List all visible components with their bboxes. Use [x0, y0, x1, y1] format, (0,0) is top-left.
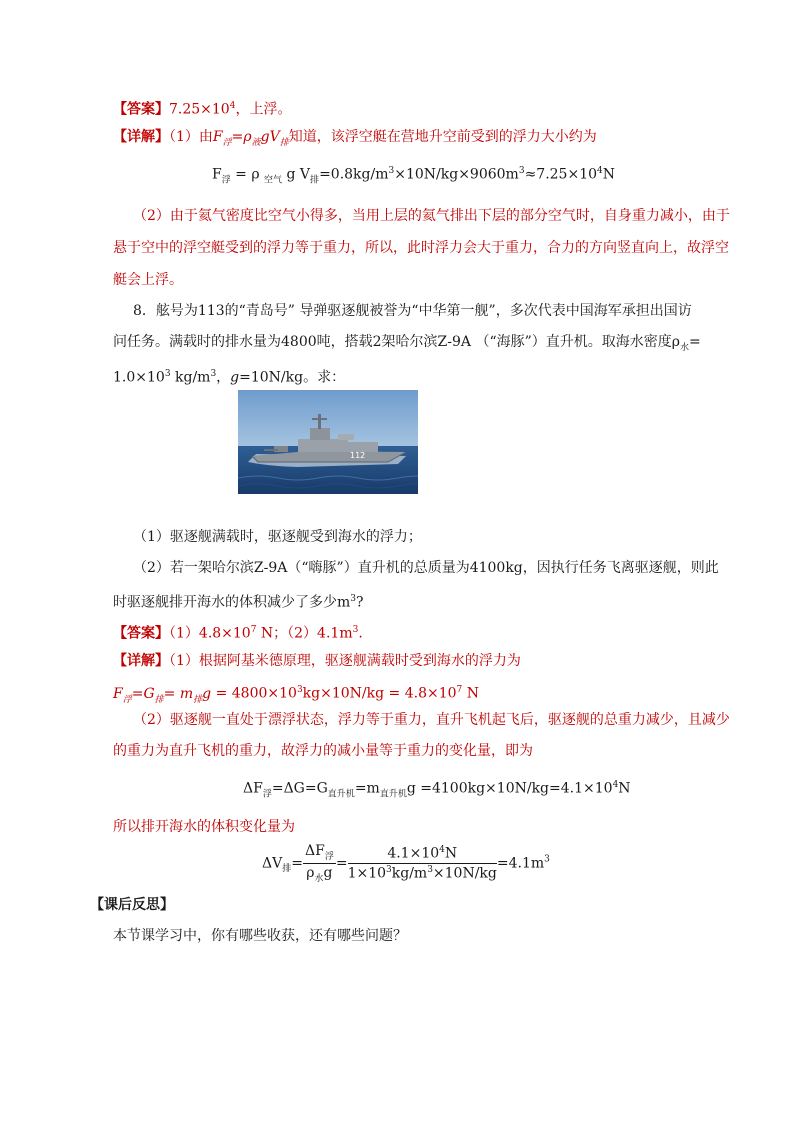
detail-2-p2-l2: 的重力为直升飞机的重力，故浮力的减小量等于重力的变化量，即为 — [113, 743, 533, 759]
formula-part: g — [323, 864, 333, 881]
fraction-numerator — [348, 845, 497, 864]
formula-part: 4.1×10 — [387, 845, 440, 862]
hull-number: 112 — [350, 451, 366, 460]
question-var: g — [230, 369, 240, 386]
formula-part: ΔF — [243, 780, 263, 797]
subscript: 浮 — [221, 175, 231, 186]
formula-part: ×10N/kg×9060m — [394, 166, 519, 183]
detail-text: （1）由 — [169, 129, 213, 145]
formula-part: N — [602, 166, 615, 183]
question-8-line-2 — [113, 332, 701, 358]
exponent: 4 — [439, 845, 445, 856]
question-text: 1.0×10 — [113, 369, 165, 386]
subscript: 浮 — [262, 789, 272, 800]
exponent: 7 — [456, 685, 463, 695]
question-text: 时驱逐舰排开海水的体积减少了多少m — [113, 594, 351, 611]
fraction-numeric — [348, 845, 497, 881]
formula-part: =m — [354, 780, 380, 797]
formula-part: gV — [260, 129, 280, 145]
answer-value: 7.25×10 — [169, 101, 230, 118]
destroyer-photo — [238, 390, 418, 494]
question-text: ? — [356, 594, 364, 611]
subscript: 排 — [310, 175, 320, 186]
formula-part: = 4800×10 — [211, 685, 297, 702]
detail-2-p2-l1: （2）驱逐舰一直处于漂浮状态，浮力等于重力，直升飞机起飞后，驱逐舰的总重力减少，且减少 — [133, 712, 730, 728]
answer-1 — [113, 96, 291, 120]
formula-part: =ρ — [231, 129, 252, 145]
question-text: ， — [216, 369, 231, 386]
volume-change-formula — [262, 843, 550, 884]
exponent: 4 — [612, 780, 619, 790]
exponent: 4 — [229, 101, 236, 111]
formula-part: = ρ — [230, 166, 265, 183]
buoyancy-formula-2 — [243, 780, 631, 799]
sub-question-2-line-2 — [113, 589, 364, 613]
answer-value: . — [358, 625, 363, 642]
answer-tag: 【答案】 — [113, 101, 169, 118]
formula-part: ≈7.25×10 — [524, 166, 598, 183]
formula-part: F — [113, 685, 123, 702]
exponent: 3 — [352, 625, 359, 635]
detail-tag: 【详解】 — [113, 129, 169, 145]
formula-part: = — [291, 855, 303, 872]
formula-part: ΔF — [304, 843, 325, 859]
formula-part: g =4100kg×10N/kg=4.1×10 — [406, 780, 613, 797]
detail-2-formula-line — [113, 680, 479, 709]
formula-var: F — [212, 129, 223, 145]
detail-text: （1）根据阿基米德原理，驱逐舰满载时受到海水的浮力为 — [169, 653, 521, 669]
subscript: 直升机 — [379, 789, 407, 800]
reflection-text: 本节课学习中，你有哪些收获，还有哪些问题？ — [113, 928, 407, 944]
detail-1-p2-l2: 悬于空中的浮空艇受到的浮力等于重力，所以，此时浮力会大于重力，合力的方向竖直向上，故浮空 — [113, 240, 729, 256]
exponent: 3 — [210, 369, 217, 379]
formula-part: g — [202, 685, 212, 702]
question-8-line-3 — [113, 364, 345, 388]
formula-part: kg/m — [391, 865, 428, 882]
formula-part: F — [212, 166, 222, 183]
formula-part: 1×10 — [347, 865, 387, 882]
formula-part: N — [618, 780, 631, 797]
exponent: 3 — [427, 864, 433, 875]
detail-2-p3: 所以排开海水的体积变化量为 — [113, 819, 295, 835]
exponent: 3 — [386, 864, 392, 875]
detail-1-p2-l1: （2）由于氦气密度比空气小得多，当用上层的氦气排出下层的部分空气时，自身重力减小，由于 — [133, 208, 730, 224]
exponent: 3 — [388, 166, 395, 176]
detail-1-line-1 — [113, 127, 597, 153]
exponent: 7 — [250, 625, 257, 635]
subscript: 排 — [193, 694, 203, 705]
detail-2-line-1 — [113, 651, 521, 671]
subscript: 液 — [251, 137, 261, 148]
formula-part: = — [335, 855, 348, 872]
fraction-denominator — [348, 864, 497, 882]
answer-tag: 【答案】 — [113, 625, 169, 642]
subscript: 直升机 — [327, 789, 355, 800]
formula-part: =G — [131, 685, 155, 702]
formula-part: = m — [163, 685, 194, 702]
detail-tag: 【详解】 — [113, 653, 169, 669]
exponent: 3 — [164, 369, 171, 379]
subscript: 排 — [282, 864, 292, 875]
subscript: 浮 — [324, 851, 334, 862]
formula-part: =ΔG=G — [271, 780, 328, 797]
formula-part: ×10N/kg — [432, 865, 497, 882]
reflection-title: 【课后反思】 — [90, 897, 174, 913]
subscript: 排 — [154, 694, 164, 705]
answer-text: ，上浮。 — [235, 101, 292, 118]
answer-value: （1）4.8×10 — [169, 625, 251, 642]
exponent: 4 — [597, 166, 603, 176]
exponent: 3 — [350, 594, 357, 604]
formula-part: N — [462, 685, 479, 702]
subscript: 空气 — [264, 175, 283, 186]
formula-part: kg×10N/kg = 4.8×10 — [302, 685, 457, 702]
detail-text: 知道，该浮空艇在营地升空前受到的浮力大小约为 — [288, 129, 597, 145]
question-text: =10N/kg。求： — [239, 369, 346, 386]
exponent: 3 — [544, 854, 550, 865]
buoyancy-formula-1 — [212, 166, 615, 185]
subscript: 水 — [314, 873, 324, 884]
fraction-numerator — [303, 843, 336, 864]
exponent: 3 — [518, 166, 525, 176]
sub-question-1: （1）驱逐舰满载时，驱逐舰受到海水的浮力； — [133, 529, 422, 545]
answer-value: N；（2）4.1m — [256, 625, 353, 642]
formula-part: ρ — [306, 864, 315, 881]
subscript: 浮 — [222, 137, 232, 148]
formula-part: =4.1m — [496, 855, 545, 872]
answer-2 — [113, 620, 363, 644]
subscript: 排 — [279, 137, 289, 148]
question-8-line-1: 8．舷号为113的“青岛号” 导弹驱逐舰被誉为“中华第一舰”，多次代表中国海军承担出国访 — [133, 303, 692, 319]
subscript: 浮 — [122, 694, 132, 705]
formula-part: g V — [282, 166, 311, 183]
subscript: 水 — [680, 342, 690, 353]
fraction-denominator — [303, 864, 336, 884]
question-text: = — [689, 334, 701, 350]
formula-part: N — [444, 845, 458, 862]
detail-1-p2-l3: 艇会上浮。 — [113, 272, 183, 288]
question-text: 问任务。满载时的排水量为4800吨，搭载2架哈尔滨Z-9A （“海豚”）直升机。取海水密度ρ — [113, 334, 681, 350]
question-text: kg/m — [170, 369, 211, 386]
formula-part: =0.8kg/m — [319, 166, 389, 183]
sub-question-2-line-1: （2）若一架哈尔滨Z-9A（“嗨豚”）直升机的总质量为4100kg，因执行任务飞离驱逐舰，则此 — [133, 560, 719, 576]
fraction-symbolic — [303, 843, 336, 884]
formula-part: ΔV — [262, 855, 283, 872]
exponent: 3 — [296, 685, 303, 695]
